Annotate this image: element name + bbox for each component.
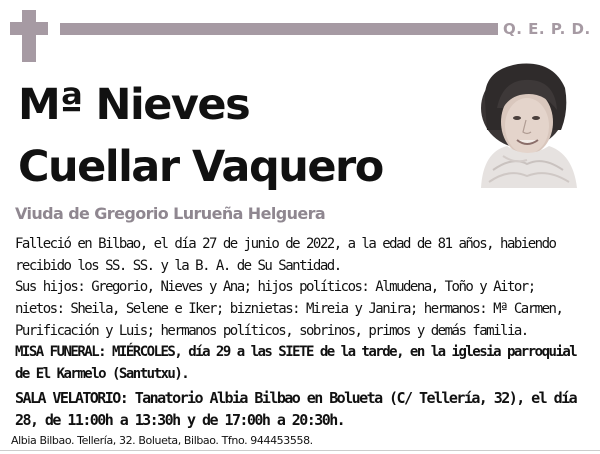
footer-contact: Albia Bilbao. Tellería, 32. Bolueta, Bilbao. Tfno. 944453558. — [11, 434, 313, 447]
widow-subtitle: Viuda de Gregorio Lurueña Helguera — [15, 204, 326, 223]
bottom-divider — [0, 450, 600, 451]
cross-icon-horizontal — [10, 22, 48, 35]
wake-room-paragraph: SALA VELATORIO: Tanatorio Albia Bilbao en Bolueta (C/ Tellería, 32), el día 28, de 11:00h a 13:30h y de 17:00h a 20:30h. — [15, 389, 577, 429]
qepd-badge: Q. E. P. D. — [503, 20, 591, 38]
family-paragraph: Sus hijos: Gregorio, Nieves y Ana; hijos políticos: Almudena, Toño y Aitor; nietos: Sheila, Selene e Iker; biznietas: Mireia y Janira; hermanos: Mª Carmen, Purificación y Luis; hermanos políticos, sobrinos, primos y demás familia. — [15, 279, 563, 339]
funeral-mass-paragraph: MISA FUNERAL: MIÉRCOLES, día 29 a las SIETE de la tarde, en la iglesia parroquial de El Karmelo (Santutxu). — [15, 344, 577, 382]
header-bar — [60, 23, 498, 35]
cross-icon-vertical — [22, 10, 36, 62]
death-notice-paragraph: Falleció en Bilbao, el día 27 de junio de 2022, a la edad de 81 años, habiendo recibido los SS. SS. y la B. A. de Su Santidad. — [15, 236, 556, 274]
deceased-name-line1: Mª Nieves — [18, 80, 250, 130]
portrait-image — [473, 60, 581, 188]
deceased-name-line2: Cuellar Vaquero — [18, 142, 383, 192]
portrait-photo — [473, 60, 581, 188]
